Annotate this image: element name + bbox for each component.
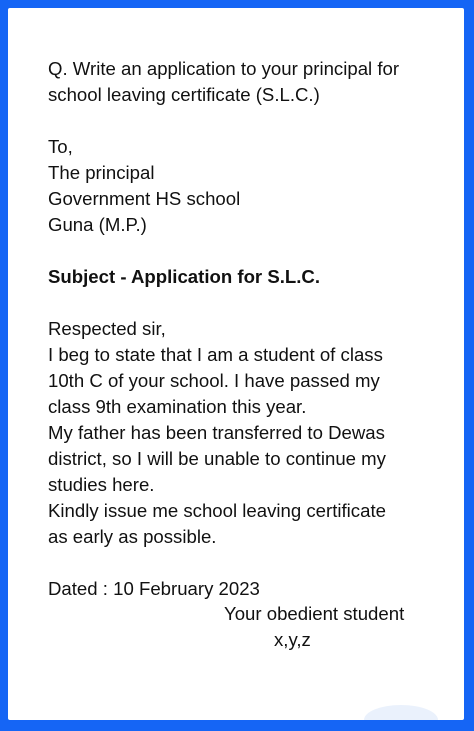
- body-line: I beg to state that I am a student of class: [48, 344, 383, 365]
- body-line: Kindly issue me school leaving certificate: [48, 500, 386, 521]
- recipient-title: The principal: [48, 162, 155, 183]
- body-line: studies here.: [48, 474, 155, 495]
- recipient-place: Guna (M.P.): [48, 214, 147, 235]
- subject-line: Subject - Application for S.L.C.: [48, 266, 321, 287]
- document-page: [8, 8, 464, 720]
- closing-line: Your obedient student: [224, 603, 405, 624]
- body-line: class 9th examination this year.: [48, 396, 307, 417]
- body-line: district, so I will be unable to continue my: [48, 448, 386, 469]
- signature-name: x,y,z: [274, 629, 311, 650]
- application-letter: [48, 56, 448, 602]
- salutation: Respected sir,: [48, 318, 166, 339]
- spacer: [48, 550, 448, 576]
- body-line: 10th C of your school. I have passed my: [48, 370, 380, 391]
- spacer: [48, 108, 448, 134]
- spacer: [48, 238, 448, 264]
- date-line: Dated : 10 February 2023: [48, 578, 260, 599]
- body-line: as early as possible.: [48, 526, 217, 547]
- question-line-1: Q. Write an application to your principal for: [48, 58, 400, 79]
- body-line: My father has been transferred to Dewas: [48, 422, 385, 443]
- recipient-school: Government HS school: [48, 188, 241, 209]
- question-line-2: school leaving certificate (S.L.C.): [48, 84, 320, 105]
- spacer: [48, 290, 448, 316]
- recipient-to: To,: [48, 136, 73, 157]
- decorative-shape: [364, 705, 438, 720]
